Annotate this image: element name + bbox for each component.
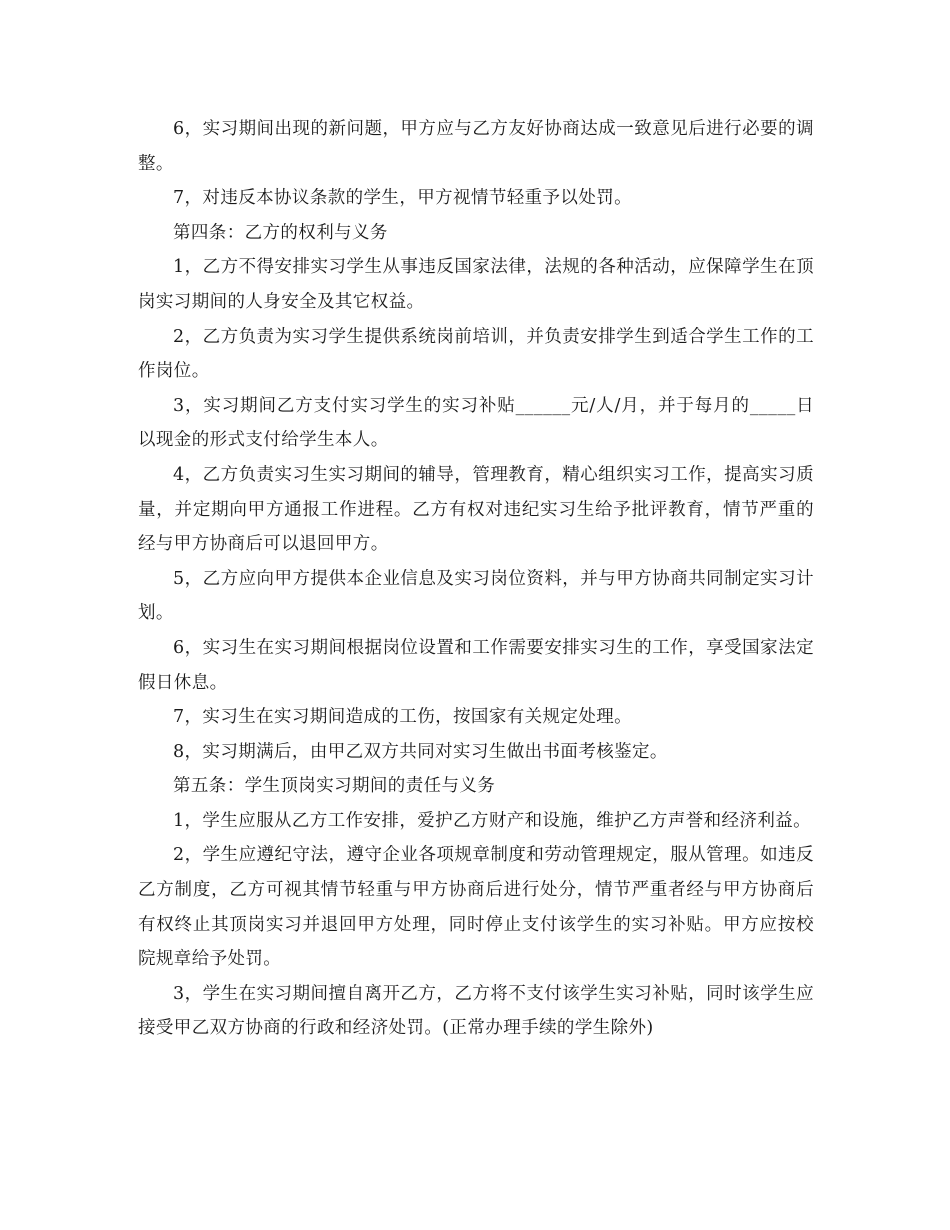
clause-5-item-3: 3，学生在实习期间擅自离开乙方，乙方将不支付该学生实习补贴，同时该学生应接受甲乙双方协商的行政和经济处罚。(正常办理手续的学生除外) (138, 983, 814, 1039)
clause-4-item-7: 7，实习生在实习期间造成的工伤，按国家有关规定处理。 (173, 707, 633, 728)
clause-3-item-6: 6，实习期间出现的新问题，甲方应与乙方友好协商达成一致意见后进行必要的调整。 (138, 119, 814, 174)
clause-4-item-6: 6，实习生在实习期间根据岗位设置和工作需要安排实习生的工作，享受国家法定假日休息。 (138, 637, 814, 693)
document-body (138, 112, 814, 1046)
clause-4-item-8: 8，实习期满后，由甲乙双方共同对实习生做出书面考核鉴定。 (173, 741, 668, 762)
clause-4-item-2: 2，乙方负责为实习学生提供系统岗前培训，并负责安排学生到适合学生工作的工作岗位。 (138, 326, 814, 382)
clause-4-heading: 第四条：乙方的权利与义务 (173, 222, 388, 243)
clause-5-item-2: 2，学生应遵纪守法，遵守企业各项规章制度和劳动管理规定，服从管理。如违反乙方制度，乙方可视其情节轻重与甲方协商后进行处分，情节严重者经与甲方协商后有权终止其顶岗实习并退回甲方处理，同时停止支付该学生的实习补贴。甲方应按校院规章给予处罚。 (138, 845, 814, 970)
clause-4-item-1: 1，乙方不得安排实习学生从事违反国家法律，法规的各种活动，应保障学生在顶岗实习期间的人身安全及其它权益。 (138, 257, 814, 312)
clause-4-item-5: 5，乙方应向甲方提供本企业信息及实习岗位资料，并与甲方协商共同制定实习计划。 (138, 568, 814, 624)
clause-4-item-4: 4，乙方负责实习生实习期间的辅导，管理教育，精心组织实习工作，提高实习质量，并定期向甲方通报工作进程。乙方有权对违纪实习生给予批评教育，情节严重的经与甲方协商后可以退回甲方。 (138, 464, 814, 555)
clause-3-item-7: 7，对违反本协议条款的学生，甲方视情节轻重予以处罚。 (173, 188, 633, 209)
clause-5-heading: 第五条：学生顶岗实习期间的责任与义务 (173, 776, 496, 797)
clause-5-item-1: 1，学生应服从乙方工作安排，爱护乙方财产和设施，维护乙方声誉和经济利益。 (173, 810, 812, 831)
clause-4-item-3: 3，实习期间乙方支付实习学生的实习补贴______元/人/月，并于每月的_____日以现金的形式支付给学生本人。 (138, 395, 814, 451)
